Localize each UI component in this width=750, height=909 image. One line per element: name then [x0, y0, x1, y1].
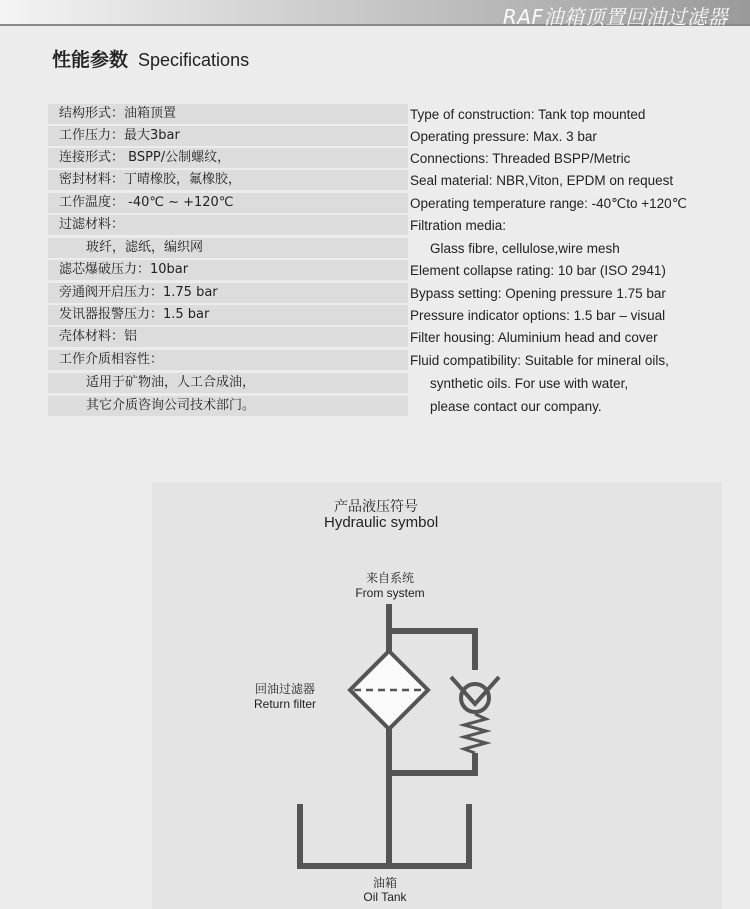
spec-row-en: Connections: Threaded BSPP/Metric — [410, 151, 631, 166]
symbol-title-zh: 产品液压符号 — [334, 499, 418, 515]
spec-row-en: Seal material: NBR,Viton, EPDM on request — [410, 173, 674, 188]
spec-row-en: please contact our company. — [430, 399, 602, 414]
spec-row-zh: 玻纤，滤纸，编织网 — [48, 238, 408, 258]
spec-row-en: Pressure indicator options: 1.5 bar – visual — [410, 308, 666, 323]
spec-row-zh: 滤芯爆破压力：10bar — [48, 260, 408, 280]
spec-row-zh: 工作压力：最大3bar — [48, 126, 408, 146]
from-system-label-en: From system — [355, 586, 425, 600]
section-title-zh: 性能参数 — [52, 49, 129, 71]
from-system-label-zh: 来自系统 — [365, 571, 414, 585]
spec-row-zh: 结构形式：油箱顶置 — [48, 104, 408, 124]
oil-tank-label-en: Oil Tank — [363, 890, 407, 904]
bypass-bottom-pipe — [389, 753, 475, 773]
section-title-en: Specifications — [138, 50, 250, 70]
spec-row-en: Filter housing: Aluminium head and cover — [410, 330, 658, 345]
spec-row-zh: 壳体材料：铝 — [48, 327, 408, 347]
spec-row-en: Glass fibre, cellulose,wire mesh — [430, 241, 620, 256]
spec-row-zh: 工作温度： -40℃ ~ +120℃ — [48, 193, 408, 213]
spec-row-zh: 发讯器报警压力：1.5 bar — [48, 305, 408, 325]
symbol-title-en: Hydraulic symbol — [324, 514, 439, 531]
oil-tank — [300, 804, 469, 866]
spec-row-en: Operating pressure: Max. 3 bar — [410, 129, 597, 144]
oil-tank-label-zh: 油箱 — [372, 876, 397, 890]
spec-row-zh: 旁通阀开启压力：1.75 bar — [48, 283, 408, 303]
return-filter-label-zh: 回油过滤器 — [254, 682, 315, 696]
spec-row-en: Type of construction: Tank top mounted — [410, 107, 646, 122]
spec-row-zh: 工作介质相容性： — [48, 350, 408, 370]
spec-row-zh: 过滤材料： — [48, 215, 408, 235]
spec-row-zh: 连接形式： BSPP/公制螺纹， — [48, 148, 408, 168]
spec-row-en: Operating temperature range: -40℃to +120℃ — [410, 196, 687, 211]
spec-row-zh: 其它介质咨询公司技术部门。 — [48, 396, 408, 416]
return-filter-label-en: Return filter — [253, 697, 317, 711]
spec-row-en: synthetic oils. For use with water, — [430, 376, 629, 391]
spec-row-en: Fluid compatibility: Suitable for mineral oils, — [410, 353, 669, 368]
check-valve-symbol — [451, 677, 499, 712]
spec-row-zh: 密封材料：丁晴橡胶，氟橡胶， — [48, 170, 408, 190]
spec-row-en: Filtration media: — [410, 218, 507, 233]
header-title: RAF油箱顶置回油过滤器 — [502, 5, 728, 29]
spec-row-en: Bypass setting: Opening pressure 1.75 bar — [410, 286, 666, 301]
filter-symbol — [350, 651, 428, 729]
spring-symbol — [464, 714, 486, 753]
spec-row-zh: 适用于矿物油，人工合成油， — [48, 373, 408, 393]
spec-row-en: Element collapse rating: 10 bar (ISO 2941) — [410, 263, 666, 278]
